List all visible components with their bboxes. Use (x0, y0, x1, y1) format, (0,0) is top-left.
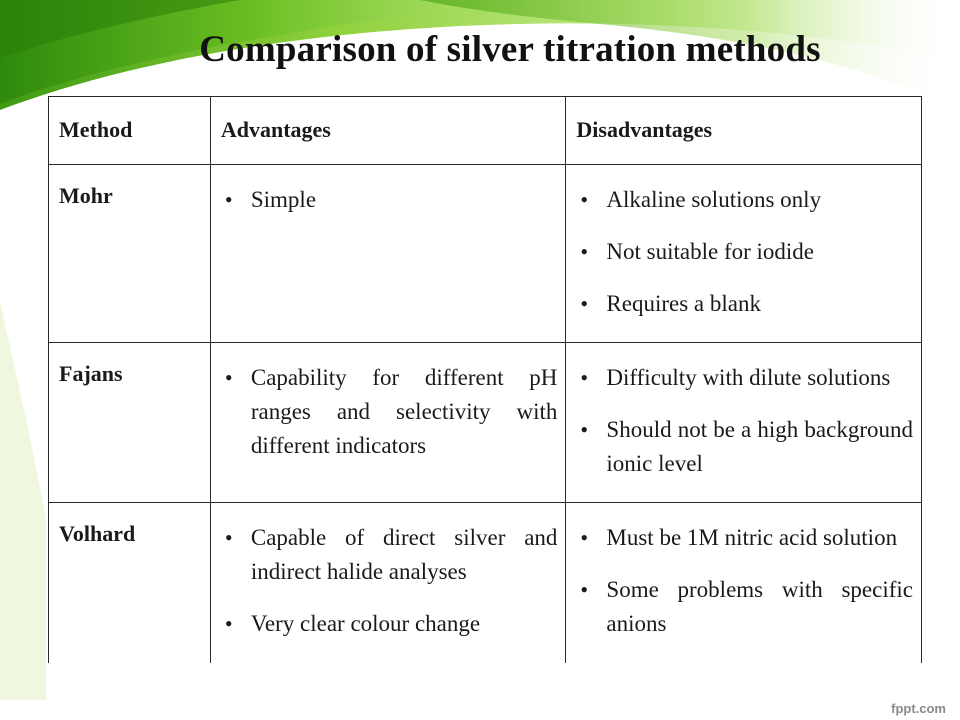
header-disadvantages: Disadvantages (566, 97, 922, 165)
list-item: • Should not be a high background ionic level (570, 413, 913, 481)
advantages-cell (210, 343, 566, 503)
list-item: • Capability for different pH ranges and selectivity with different indicators (215, 361, 558, 463)
table-row (49, 343, 922, 503)
comparison-table (48, 96, 922, 663)
table-row (49, 165, 922, 343)
list-item: • Alkaline solutions only (570, 183, 913, 217)
header-advantages: Advantages (210, 97, 566, 165)
list-item: • Must be 1M nitric acid solution (570, 521, 913, 555)
method-name: Mohr (49, 165, 211, 343)
disadvantages-cell (566, 165, 922, 343)
advantages-cell (210, 165, 566, 343)
list-item: • Requires a blank (570, 287, 913, 321)
table-header-row (49, 97, 922, 165)
list-item: • Simple (215, 183, 558, 217)
advantages-cell (210, 503, 566, 663)
header-method: Method (49, 97, 211, 165)
disadvantages-cell (566, 343, 922, 503)
table-row (49, 503, 922, 663)
method-name: Volhard (49, 503, 211, 663)
list-item: • Not suitable for iodide (570, 235, 913, 269)
method-name: Fajans (49, 343, 211, 503)
list-item: • Very clear colour change (215, 607, 558, 641)
disadvantages-cell (566, 503, 922, 663)
list-item: • Some problems with specific anions (570, 573, 913, 641)
list-item: • Difficulty with dilute solutions (570, 361, 913, 395)
slide-title: Comparison of silver titration methods (199, 29, 821, 70)
list-item: • Capable of direct silver and indirect halide analyses (215, 521, 558, 589)
fppt-logo: fppt.com (891, 701, 946, 716)
